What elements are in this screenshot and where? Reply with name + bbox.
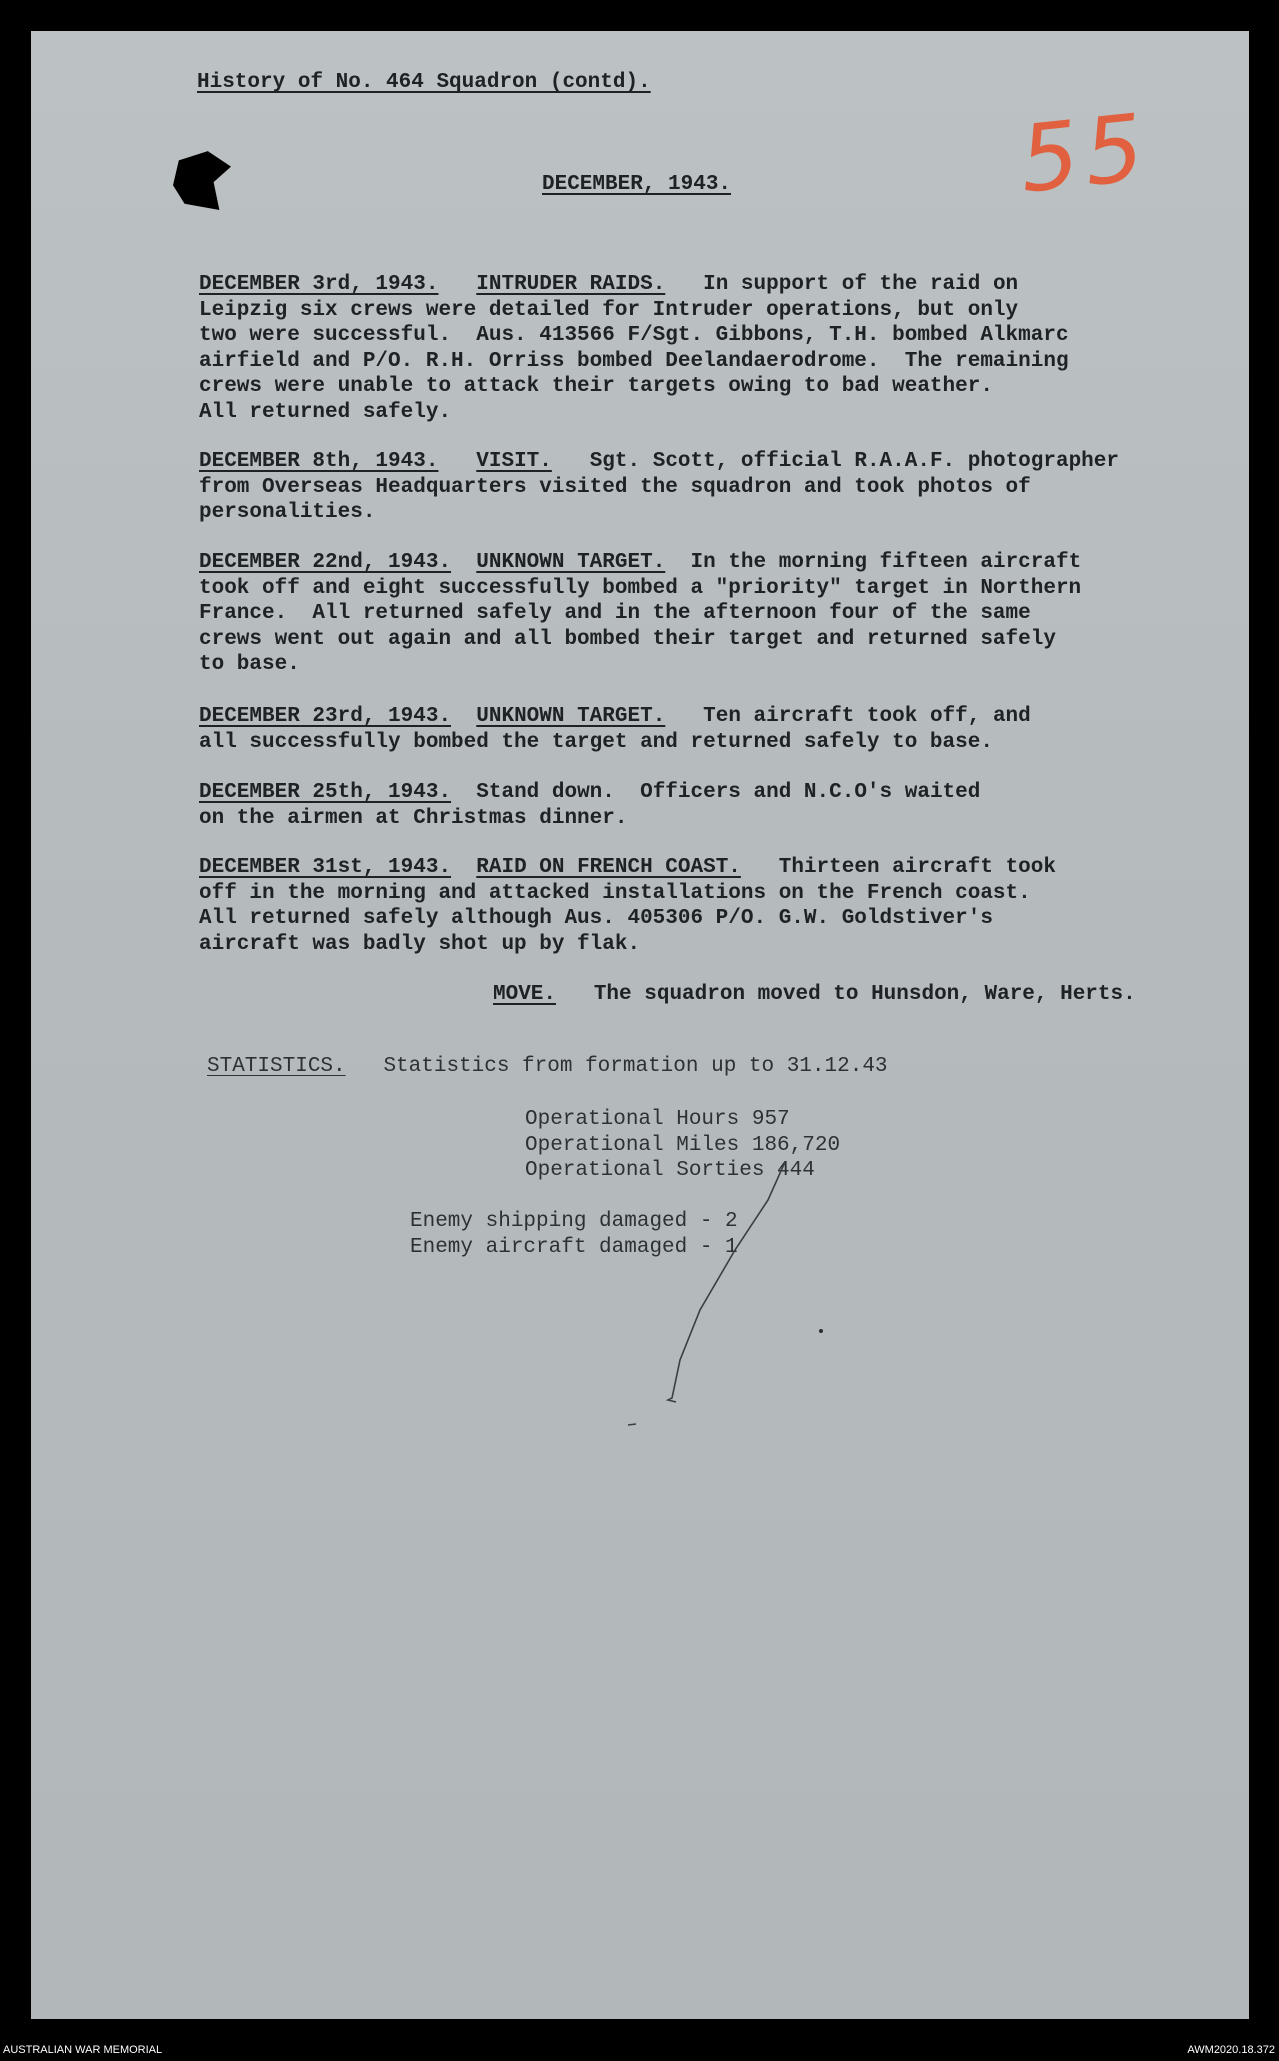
entry-line: crews went out again and all bombed their target and returned safely	[199, 627, 1056, 651]
stat-item: Operational Miles 186,720	[525, 1133, 841, 1157]
entry-date: DECEMBER 31st, 1943.	[199, 856, 452, 879]
entry-line: Ten aircraft took off, and	[703, 705, 1031, 728]
entry-line: In support of the raid on	[703, 273, 1019, 296]
document-header: History of No. 464 Squadron (contd).	[197, 71, 651, 94]
entry-line: Thirteen aircraft took	[778, 856, 1056, 879]
move-text: The squadron moved to Hunsdon, Ware, Herts.	[593, 983, 1136, 1006]
folio-number: 55	[1014, 93, 1155, 214]
entry-heading: UNKNOWN TARGET.	[476, 551, 666, 574]
entry-line: took off and eight successfully bombed a "priority" target in Northern	[199, 576, 1082, 600]
entry-date: DECEMBER 23rd, 1943.	[199, 705, 452, 728]
entry-line: All returned safely although Aus. 405306 P/O. G.W. Goldstiver's	[199, 907, 993, 930]
entry-heading: INTRUDER RAIDS.	[476, 273, 666, 296]
footer-accession: AWM2020.18.372	[1187, 2044, 1275, 2056]
entry-line: personalities.	[199, 501, 376, 524]
entry-heading: RAID ON FRENCH COAST.	[476, 856, 741, 879]
move-heading: MOVE.	[493, 983, 557, 1006]
entry-heading: VISIT.	[476, 450, 552, 473]
month-heading: DECEMBER, 1943.	[542, 173, 732, 196]
stat-item: Operational Sorties 444	[525, 1159, 815, 1182]
entry-line: France. All returned safely and in the afternoon four of the same	[199, 602, 1031, 625]
entry-line: off in the morning and attacked installations on the French coast.	[199, 881, 1031, 905]
entry-line: two were successful. Aus. 413566 F/Sgt. Gibbons, T.H. bombed Alkmarc	[199, 324, 1069, 347]
stat-item: Operational Hours 957	[525, 1108, 790, 1131]
statistics-intro: Statistics from formation up to 31.12.43	[383, 1055, 888, 1078]
statistics-label: STATISTICS.	[207, 1055, 346, 1078]
entry-line: from Overseas Headquarters visited the squadron and took photos of	[199, 475, 1031, 499]
entry-heading: UNKNOWN TARGET.	[476, 705, 666, 728]
entry-line: All returned safely.	[199, 400, 452, 424]
entry-line: In the morning fifteen aircraft	[690, 551, 1082, 574]
entry-date: DECEMBER 8th, 1943.	[199, 450, 439, 473]
entry-date: DECEMBER 22nd, 1943.	[199, 551, 452, 574]
damage-item: Enemy aircraft damaged - 1	[410, 1235, 738, 1259]
entry-line: Sgt. Scott, official R.A.A.F. photographer	[589, 450, 1119, 473]
entry-line: on the airmen at Christmas dinner.	[199, 806, 628, 830]
entry-line: aircraft was badly shot up by flak.	[199, 932, 641, 956]
entry-line: airfield and P/O. R.H. Orriss bombed Deelandaerodrome. The remaining	[199, 349, 1069, 373]
damage-item: Enemy shipping damaged - 2	[410, 1210, 738, 1233]
entry-line: crews were unable to attack their targets owing to bad weather.	[199, 375, 993, 398]
footer-source: AUSTRALIAN WAR MEMORIAL	[3, 2044, 163, 2056]
entry-line: all successfully bombed the target and returned safely to base.	[199, 730, 993, 754]
entry-line: to base.	[199, 653, 300, 676]
entry-line: Leipzig six crews were detailed for Intruder operations, but only	[199, 298, 1019, 322]
entry-date: DECEMBER 25th, 1943.	[199, 781, 452, 804]
entry-line: Stand down. Officers and N.C.O's waited	[476, 781, 981, 804]
entry-date: DECEMBER 3rd, 1943.	[199, 273, 439, 296]
